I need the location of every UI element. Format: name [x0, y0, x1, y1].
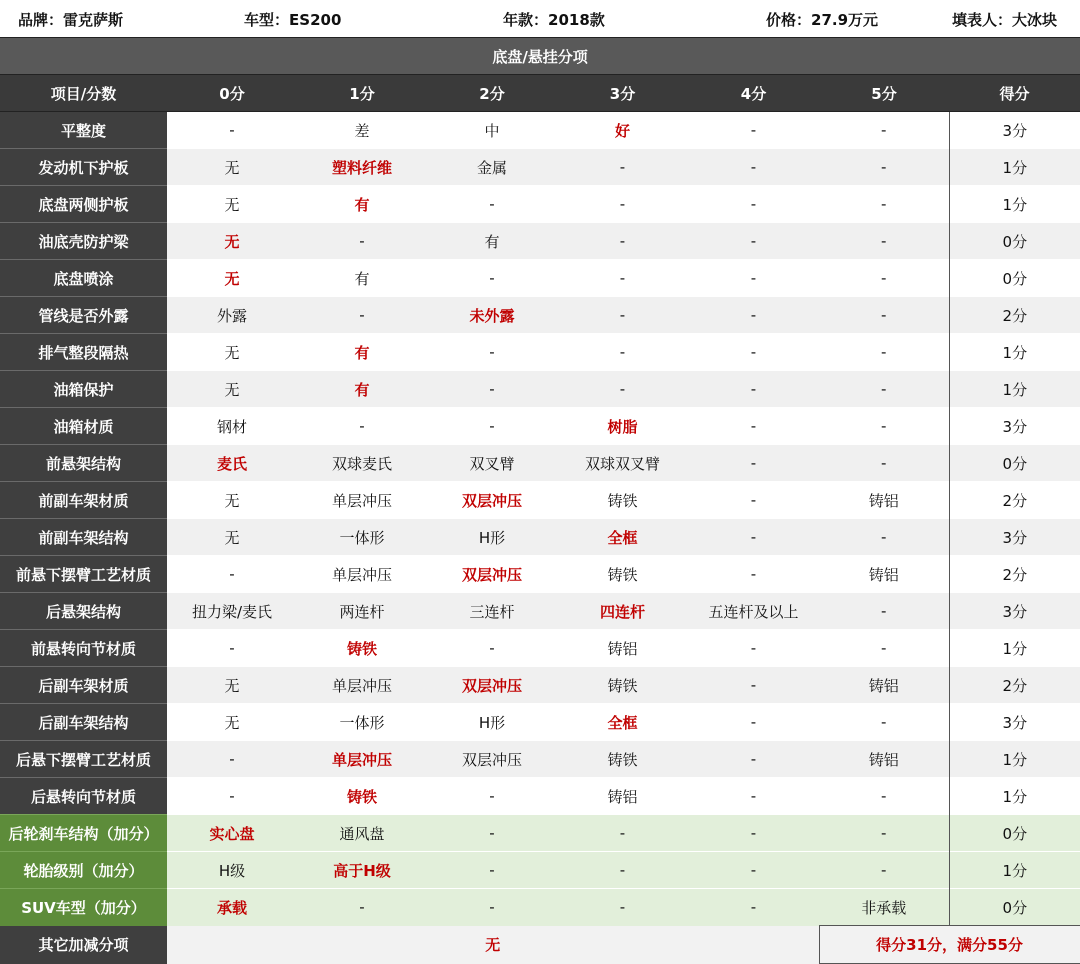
table-row: [0, 815, 1080, 852]
table-row: [0, 778, 1080, 815]
table-cell: 铸铝: [819, 482, 949, 519]
table-cell: -: [688, 482, 819, 519]
table-cell: -: [688, 556, 819, 593]
table-cell: 麦氏: [167, 445, 297, 482]
table-cell: -: [819, 778, 949, 815]
table-cell: -: [557, 223, 688, 260]
table-cell: 铸铁: [557, 556, 688, 593]
table-row: [0, 371, 1080, 408]
row-label: 底盘两侧护板: [0, 186, 167, 223]
table-cell: 双层冲压: [427, 482, 557, 519]
table-cell: -: [427, 186, 557, 223]
row-score: 0分: [949, 223, 1080, 260]
table-cell: -: [557, 149, 688, 186]
table-cell: -: [557, 297, 688, 334]
author-field: [952, 9, 1057, 30]
section-title-row: [0, 38, 1080, 75]
table-row: [0, 223, 1080, 260]
table-cell: -: [688, 297, 819, 334]
table-cell: 无: [167, 260, 297, 297]
row-label: 底盘喷涂: [0, 260, 167, 297]
table-row: [0, 704, 1080, 741]
table-cell: 有: [297, 260, 427, 297]
row-label: 后悬下摆臂工艺材质: [0, 741, 167, 778]
table-cell: 铸铁: [557, 667, 688, 704]
author-value: 大冰块: [1012, 11, 1058, 29]
table-cell: 差: [297, 112, 427, 149]
table-cell: -: [688, 704, 819, 741]
table-row: [0, 445, 1080, 482]
row-label: 后副车架结构: [0, 704, 167, 741]
row-score: 3分: [949, 593, 1080, 630]
row-label: 后悬架结构: [0, 593, 167, 630]
table-cell: 五连杆及以上: [688, 593, 819, 630]
row-score: 1分: [949, 186, 1080, 223]
table-cell: -: [688, 260, 819, 297]
table-cell: -: [688, 223, 819, 260]
table-cell: -: [557, 852, 688, 889]
row-score: 2分: [949, 556, 1080, 593]
row-label: 油箱保护: [0, 371, 167, 408]
table-cell: -: [557, 371, 688, 408]
table-cell: -: [427, 408, 557, 445]
table-cell: -: [427, 630, 557, 667]
row-score: 1分: [949, 852, 1080, 889]
table-cell: 铸铁: [557, 741, 688, 778]
table-cell: 无: [167, 149, 297, 186]
section-title: 底盘/悬挂分项: [0, 38, 1080, 75]
row-score: 0分: [949, 445, 1080, 482]
table-row: [0, 186, 1080, 223]
table-cell: -: [688, 519, 819, 556]
table-cell: -: [688, 371, 819, 408]
table-cell: -: [819, 630, 949, 667]
table-cell: 单层冲压: [297, 556, 427, 593]
table-cell: -: [167, 630, 297, 667]
table-cell: 单层冲压: [297, 667, 427, 704]
column-header: 5分: [819, 75, 949, 112]
table-cell: 外露: [167, 297, 297, 334]
table-cell: 实心盘: [167, 815, 297, 852]
table-cell: 树脂: [557, 408, 688, 445]
table-cell: -: [557, 334, 688, 371]
year-value: 2018款: [548, 11, 605, 29]
row-label: 排气整段隔热: [0, 334, 167, 371]
table-cell: -: [167, 778, 297, 815]
table-cell: -: [819, 149, 949, 186]
row-label: 后副车架材质: [0, 667, 167, 704]
table-cell: -: [688, 852, 819, 889]
table-cell: 铸铁: [297, 630, 427, 667]
table-row: [0, 556, 1080, 593]
table-cell: 无: [167, 223, 297, 260]
table-row: [0, 741, 1080, 778]
row-score: 1分: [949, 778, 1080, 815]
table-cell: 铸铁: [297, 778, 427, 815]
total-score: 得分31分，满分55分: [819, 926, 1080, 964]
table-cell: 三连杆: [427, 593, 557, 630]
table-cell: -: [819, 445, 949, 482]
table-cell: 非承载: [819, 889, 949, 926]
row-label: 前悬下摆臂工艺材质: [0, 556, 167, 593]
scoring-table: [0, 37, 1080, 964]
table-row: [0, 852, 1080, 889]
table-cell: -: [819, 408, 949, 445]
row-label: 后悬转向节材质: [0, 778, 167, 815]
table-cell: 无: [167, 482, 297, 519]
table-cell: -: [297, 408, 427, 445]
table-cell: 铸铝: [819, 741, 949, 778]
column-header: 4分: [688, 75, 819, 112]
table-cell: -: [819, 593, 949, 630]
brand-label: 品牌：: [18, 11, 64, 29]
row-score: 1分: [949, 149, 1080, 186]
table-cell: 承载: [167, 889, 297, 926]
column-header: 得分: [949, 75, 1080, 112]
table-cell: -: [297, 223, 427, 260]
model-field: [244, 9, 341, 30]
table-cell: -: [819, 223, 949, 260]
column-header: 项目/分数: [0, 75, 167, 112]
table-cell: H形: [427, 519, 557, 556]
row-label: 后轮刹车结构（加分）: [0, 815, 167, 852]
table-cell: 无: [167, 186, 297, 223]
table-cell: -: [688, 149, 819, 186]
brand-field: [18, 9, 123, 30]
row-score: 1分: [949, 630, 1080, 667]
table-cell: 双层冲压: [427, 667, 557, 704]
row-score: 2分: [949, 297, 1080, 334]
table-cell: -: [427, 371, 557, 408]
row-label: 油箱材质: [0, 408, 167, 445]
model-value: ES200: [289, 11, 342, 29]
table-cell: -: [819, 112, 949, 149]
table-cell: 铸铝: [557, 630, 688, 667]
table-cell: 单层冲压: [297, 741, 427, 778]
brand-value: 雷克萨斯: [63, 11, 124, 29]
author-label: 填表人：: [952, 11, 1013, 29]
table-cell: -: [427, 260, 557, 297]
table-cell: -: [427, 815, 557, 852]
table-cell: 无: [167, 667, 297, 704]
table-cell: -: [167, 112, 297, 149]
table-cell: -: [557, 260, 688, 297]
row-score: 0分: [949, 889, 1080, 926]
column-header-row: [0, 75, 1080, 112]
table-cell: 全框: [557, 519, 688, 556]
table-cell: 扭力梁/麦氏: [167, 593, 297, 630]
table-cell: -: [688, 445, 819, 482]
row-score: 1分: [949, 334, 1080, 371]
table-cell: 未外露: [427, 297, 557, 334]
row-label: 轮胎级别（加分）: [0, 852, 167, 889]
table-cell: 无: [167, 371, 297, 408]
table-cell: -: [427, 778, 557, 815]
table-row: [0, 112, 1080, 149]
table-row: [0, 889, 1080, 926]
table-row: [0, 630, 1080, 667]
table-cell: 铸铝: [819, 556, 949, 593]
row-score: 2分: [949, 667, 1080, 704]
table-row: [0, 482, 1080, 519]
table-cell: 单层冲压: [297, 482, 427, 519]
row-score: 3分: [949, 704, 1080, 741]
row-label: 前副车架结构: [0, 519, 167, 556]
year-field: [503, 9, 605, 30]
row-score: 3分: [949, 112, 1080, 149]
table-cell: 无: [167, 334, 297, 371]
column-header: 1分: [297, 75, 427, 112]
column-header: 2分: [427, 75, 557, 112]
table-cell: 双层冲压: [427, 741, 557, 778]
table-cell: -: [688, 408, 819, 445]
footer-value: 无: [167, 926, 819, 964]
column-header: 0分: [167, 75, 297, 112]
model-label: 车型：: [244, 11, 290, 29]
table-cell: -: [819, 260, 949, 297]
row-label: 平整度: [0, 112, 167, 149]
row-label: 前悬转向节材质: [0, 630, 167, 667]
table-cell: -: [819, 704, 949, 741]
table-row: [0, 334, 1080, 371]
table-cell: 好: [557, 112, 688, 149]
table-cell: -: [167, 556, 297, 593]
table-cell: -: [688, 630, 819, 667]
table-cell: -: [819, 852, 949, 889]
table-row: [0, 593, 1080, 630]
table-cell: 有: [427, 223, 557, 260]
table-cell: -: [427, 889, 557, 926]
year-label: 年款：: [503, 11, 549, 29]
table-cell: -: [688, 778, 819, 815]
table-cell: -: [819, 186, 949, 223]
table-row: [0, 667, 1080, 704]
table-cell: 有: [297, 334, 427, 371]
table-cell: H级: [167, 852, 297, 889]
table-cell: -: [167, 741, 297, 778]
table-cell: 通风盘: [297, 815, 427, 852]
row-score: 0分: [949, 260, 1080, 297]
table-cell: 铸铝: [557, 778, 688, 815]
row-label: 管线是否外露: [0, 297, 167, 334]
table-cell: -: [557, 889, 688, 926]
table-cell: 双球双叉臂: [557, 445, 688, 482]
row-score: 1分: [949, 741, 1080, 778]
table-cell: 有: [297, 371, 427, 408]
row-label: 前副车架材质: [0, 482, 167, 519]
table-cell: -: [688, 186, 819, 223]
table-cell: -: [819, 815, 949, 852]
table-row: [0, 149, 1080, 186]
table-cell: -: [688, 741, 819, 778]
table-cell: -: [688, 889, 819, 926]
price-field: [766, 9, 878, 30]
table-row: [0, 297, 1080, 334]
table-cell: 无: [167, 519, 297, 556]
table-cell: -: [688, 112, 819, 149]
table-cell: -: [297, 889, 427, 926]
table-cell: 铸铝: [819, 667, 949, 704]
table-cell: 双层冲压: [427, 556, 557, 593]
column-header: 3分: [557, 75, 688, 112]
table-cell: 一体形: [297, 704, 427, 741]
table-cell: -: [557, 815, 688, 852]
table-cell: H形: [427, 704, 557, 741]
table-cell: -: [819, 297, 949, 334]
info-bar: [0, 0, 1080, 37]
table-cell: 钢材: [167, 408, 297, 445]
table-cell: 两连杆: [297, 593, 427, 630]
row-score: 0分: [949, 815, 1080, 852]
table-cell: 塑料纤维: [297, 149, 427, 186]
row-score: 1分: [949, 371, 1080, 408]
table-cell: -: [819, 334, 949, 371]
table-cell: 双球麦氏: [297, 445, 427, 482]
table-cell: 四连杆: [557, 593, 688, 630]
price-label: 价格：: [766, 11, 812, 29]
table-cell: 金属: [427, 149, 557, 186]
row-label: SUV车型（加分）: [0, 889, 167, 926]
table-cell: -: [427, 334, 557, 371]
table-cell: -: [819, 519, 949, 556]
row-label: 发动机下护板: [0, 149, 167, 186]
footer-label: 其它加减分项: [0, 926, 167, 964]
table-cell: 铸铁: [557, 482, 688, 519]
table-cell: -: [427, 852, 557, 889]
footer-row: [0, 926, 1080, 964]
table-cell: 无: [167, 704, 297, 741]
table-cell: 中: [427, 112, 557, 149]
table-cell: -: [688, 815, 819, 852]
table-cell: 双叉臂: [427, 445, 557, 482]
table-cell: 一体形: [297, 519, 427, 556]
table-cell: -: [557, 186, 688, 223]
price-value: 27.9万元: [811, 11, 879, 29]
table-cell: -: [688, 667, 819, 704]
table-cell: 全框: [557, 704, 688, 741]
table-row: [0, 408, 1080, 445]
table-row: [0, 260, 1080, 297]
table-cell: -: [297, 297, 427, 334]
table-cell: -: [819, 371, 949, 408]
table-cell: 有: [297, 186, 427, 223]
table-cell: 高于H级: [297, 852, 427, 889]
row-label: 前悬架结构: [0, 445, 167, 482]
row-score: 3分: [949, 519, 1080, 556]
row-label: 油底壳防护梁: [0, 223, 167, 260]
row-score: 2分: [949, 482, 1080, 519]
table-row: [0, 519, 1080, 556]
row-score: 3分: [949, 408, 1080, 445]
table-cell: -: [688, 334, 819, 371]
